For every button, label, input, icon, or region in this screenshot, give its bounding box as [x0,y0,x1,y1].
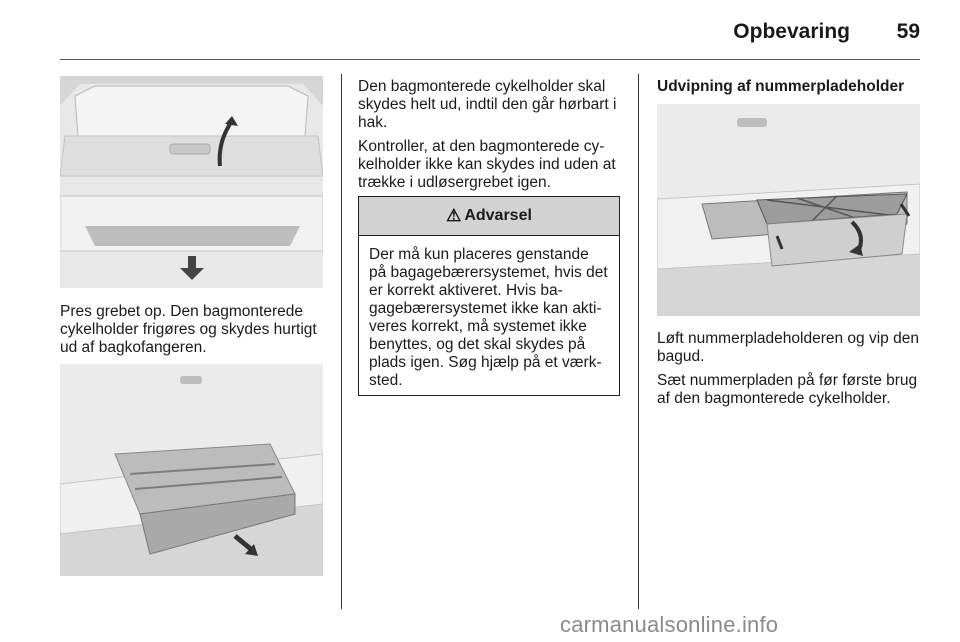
column3-text [657,330,927,414]
warning-triangle-icon: ⚠ [446,206,462,225]
warning-title: Advarsel [464,207,532,224]
watermark: carmanualsonline.info [560,612,779,637]
column-divider-1 [341,74,342,609]
page-title: Opbevaring [733,20,850,43]
section-heading: Udvipning af nummerpladeholder [657,78,905,95]
header-divider [60,59,920,60]
warning-box [358,196,620,396]
figure-release-handle [60,76,323,288]
paragraph-lift-holder: Løft nummerpladeholderen og vip den bagud. [657,330,919,365]
warning-header [359,197,619,236]
paragraph-attach-plate: Sæt nummerpladen på før første brug af den bagmonterede cykelholder. [657,372,918,407]
column2-text [358,78,624,198]
figure-carrier-extended [60,364,323,576]
paragraph-slide-out: Den bagmonterede cykelholder skal skydes helt ud, indtil den går hørbart i hak. [358,78,617,131]
paragraph-check: Kontroller, at den bagmonterede cy-kelholder ikke kan skydes ind uden at trække i udløsergrebet igen. [358,138,616,191]
warning-body: Der må kun placeres genstande på bagagebærersystemet, hvis det er korrekt aktiveret. Hvis ba-gagebærersystemet ikke kan akti-veres korrekt, må systemet ikke benyttes, og det skal skydes på plads igen. Søg hjælp på et værk-sted. [369,246,608,389]
column-divider-2 [638,74,639,609]
page-number: 59 [896,20,920,43]
figure-license-holder [657,104,920,316]
caption-release: Pres grebet op. Den bagmonterede cykelholder frigøres og skydes hurtigt ud af bagkofangeren. [60,303,317,356]
